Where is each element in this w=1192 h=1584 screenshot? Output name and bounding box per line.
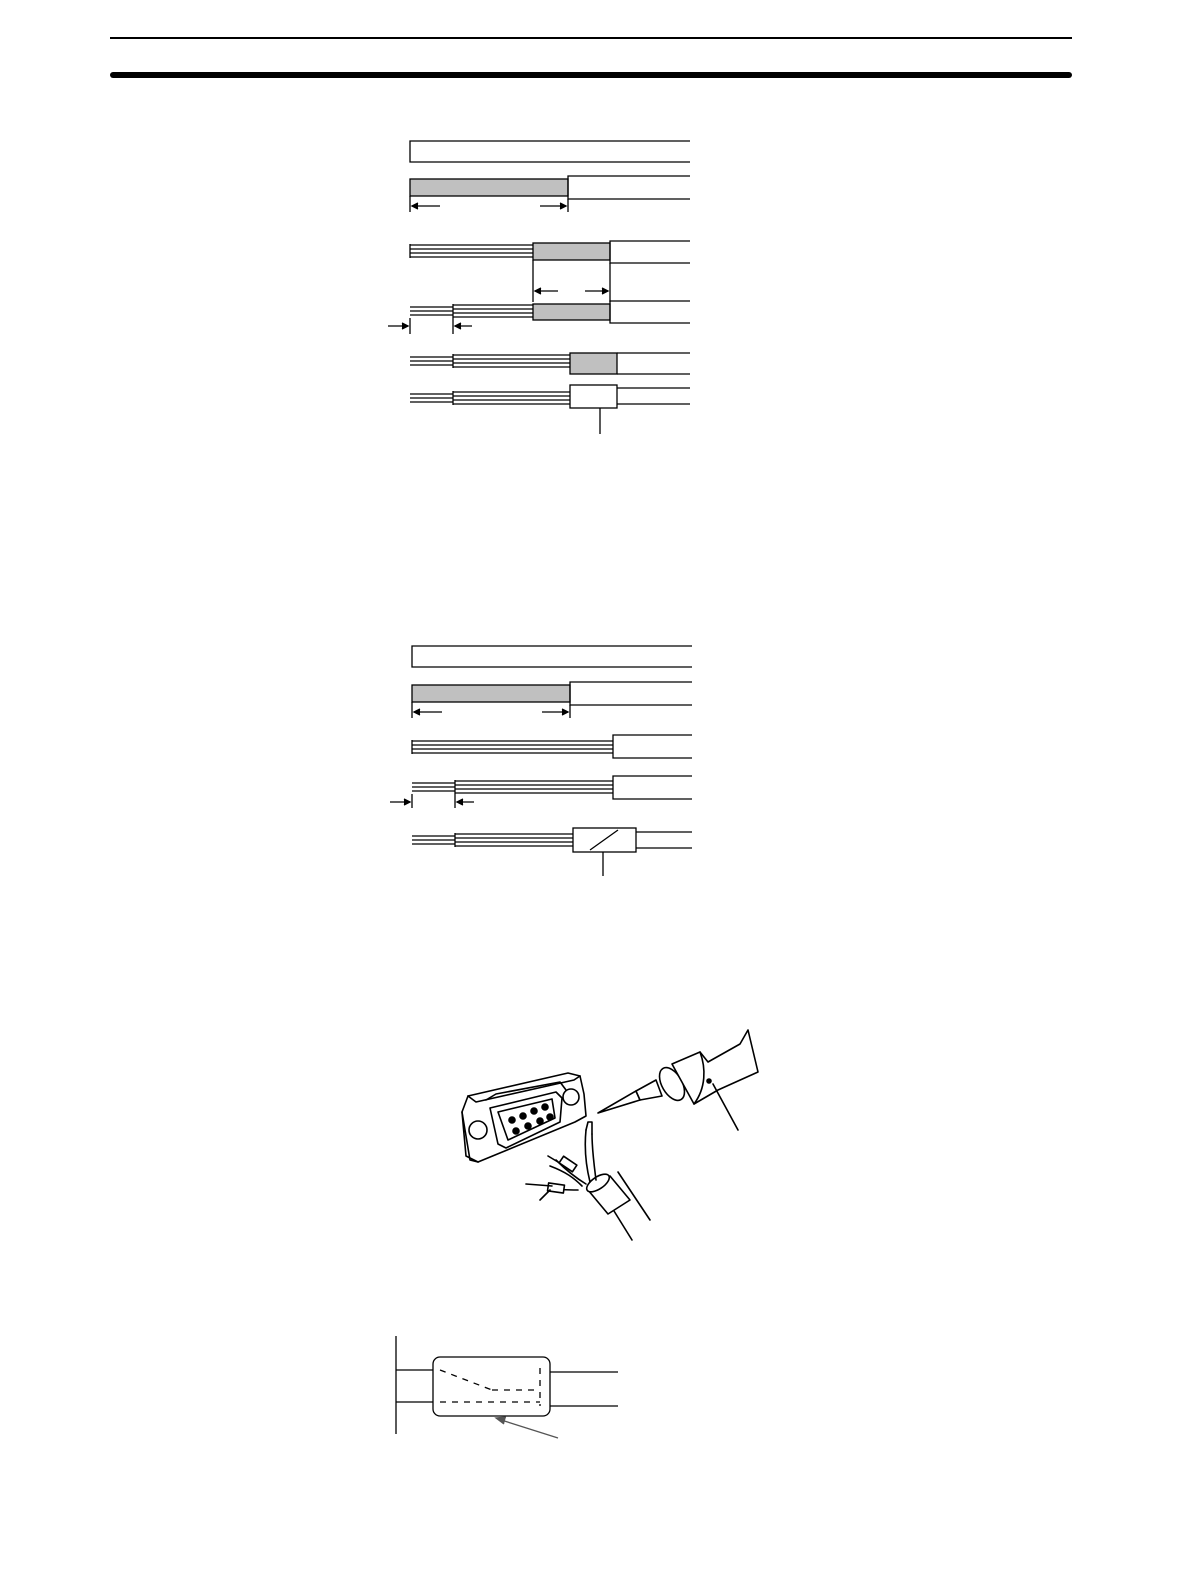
- arrowhead: [496, 1417, 506, 1424]
- leader-line: [498, 1419, 558, 1438]
- heat-shrink-tube: [433, 1357, 550, 1416]
